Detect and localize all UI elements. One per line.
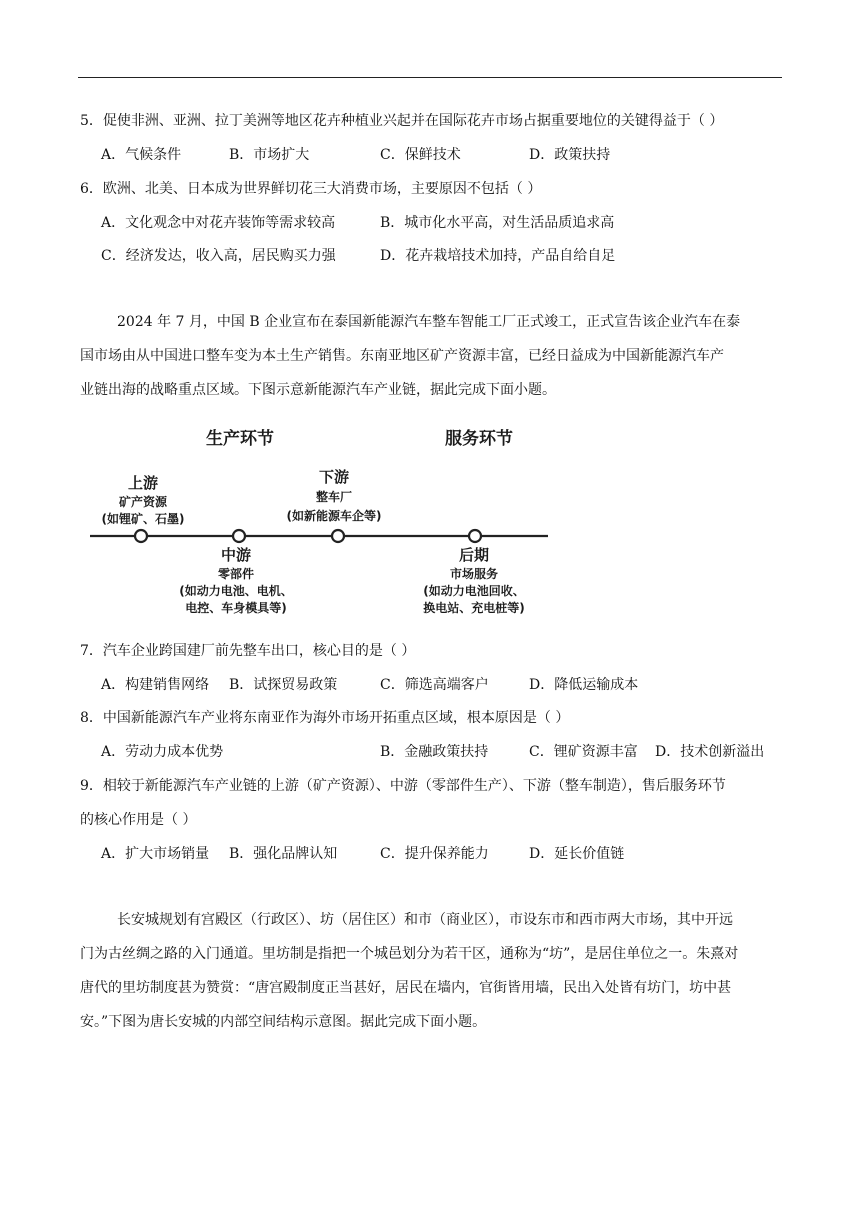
production-heading: 生产环节 [206, 429, 274, 449]
passage1-line2: 国市场由从中国进口整车变为本土生产销售。东南亚地区矿产资源丰富，已经日益成为中国新能源汽车产 [80, 348, 724, 364]
node-midstream [233, 530, 245, 542]
q8-option-b[interactable]: B．金融政策扶持 [380, 744, 489, 760]
q5-option-d[interactable]: D．政策扶持 [529, 147, 611, 163]
passage1-line1: 2024 年 7 月，中国 B 企业宣布在泰国新能源汽车整车智能工厂正式竣工，正式宣告该企业汽车在泰 [117, 314, 741, 330]
q6-option-c[interactable]: C．经济发达，收入高，居民购买力强 [101, 248, 336, 264]
node-downstream [332, 530, 344, 542]
downstream-title: 下游 [318, 468, 350, 486]
upstream-line1: 矿产资源 [118, 495, 168, 509]
q8-stem: 8．中国新能源汽车产业将东南亚作为海外市场开拓重点区域，根本原因是（ ） [80, 710, 570, 726]
q7-stem: 7．汽车企业跨国建厂前先整车出口，核心目的是（ ） [80, 643, 416, 659]
node-upstream [135, 530, 147, 542]
downstream-line1: 整车厂 [315, 490, 353, 504]
q6-option-b[interactable]: B．城市化水平高，对生活品质追求高 [380, 215, 615, 231]
q9-stem-line2: 的核心作用是（ ） [80, 812, 197, 828]
later-title: 后期 [458, 546, 490, 564]
passage2-line3: 唐代的里坊制度甚为赞赏：“唐宫殿制度正当甚好，居民在墙内，官街皆用墙，民出入处皆有坊门，坊中甚 [80, 980, 732, 996]
midstream-line1: 零部件 [217, 567, 255, 581]
passage1-line3: 业链出海的战略重点区域。下图示意新能源汽车产业链，据此完成下面小题。 [80, 382, 556, 398]
q6-option-d[interactable]: D．花卉栽培技术加持，产品自给自足 [380, 248, 616, 264]
q5-stem: 5．促使非洲、亚洲、拉丁美洲等地区花卉种植业兴起并在国际花卉市场占据重要地位的关键得益于（ ） [80, 113, 724, 129]
passage2-line1: 长安城规划有宫殿区（行政区）、坊（居住区）和市（商业区），市设东市和西市两大市场，其中开远 [117, 912, 733, 928]
later-line1: 市场服务 [449, 567, 499, 581]
upstream-line2: (如锂矿、石墨) [101, 512, 185, 526]
q6-option-a[interactable]: A．文化观念中对花卉装饰等需求较高 [101, 215, 336, 231]
q9-option-b[interactable]: B．强化品牌认知 [229, 846, 338, 862]
q7-option-b[interactable]: B．试探贸易政策 [229, 677, 338, 693]
q9-option-a[interactable]: A．扩大市场销量 [101, 846, 210, 862]
passage2-line2: 门为古丝绸之路的入门通道。里坊制是指把一个城邑划分为若干区，通称为“坊”，是居住单位之一。朱熹对 [80, 946, 739, 962]
q6-stem: 6．欧洲、北美、日本成为世界鲜切花三大消费市场，主要原因不包括（ ） [80, 181, 542, 197]
later-line3: 换电站、充电桩等) [423, 601, 525, 615]
header-rule [78, 77, 782, 78]
q7-option-d[interactable]: D．降低运输成本 [529, 677, 639, 693]
q7-option-a[interactable]: A．构建销售网络 [101, 677, 210, 693]
q8-option-d[interactable]: D．技术创新溢出 [655, 744, 765, 760]
midstream-line2: (如动力电池、电机、 [179, 584, 293, 598]
midstream-line3: 电控、车身模具等) [185, 601, 287, 615]
q5-option-c[interactable]: C．保鲜技术 [380, 147, 461, 163]
q7-option-c[interactable]: C．筛选高端客户 [380, 677, 489, 693]
q8-option-a[interactable]: A．劳动力成本优势 [101, 744, 224, 760]
passage2-line4: 安。”下图为唐长安城的内部空间结构示意图。据此完成下面小题。 [80, 1014, 487, 1030]
later-line2: (如动力电池回收、 [423, 584, 525, 598]
q5-option-a[interactable]: A．气候条件 [101, 147, 182, 163]
node-later [469, 530, 481, 542]
q9-stem-line1: 9．相较于新能源汽车产业链的上游（矿产资源）、中游（零部件生产）、下游（整车制造），售后服务环节 [80, 778, 726, 794]
industry-chain-diagram [88, 420, 558, 625]
q5-option-b[interactable]: B．市场扩大 [229, 147, 310, 163]
downstream-line2: (如新能源车企等) [286, 509, 382, 523]
upstream-title: 上游 [127, 474, 159, 492]
q9-option-c[interactable]: C．提升保养能力 [380, 846, 489, 862]
midstream-title: 中游 [220, 546, 252, 564]
q9-option-d[interactable]: D．延长价值链 [529, 846, 625, 862]
q8-option-c[interactable]: C．锂矿资源丰富 [529, 744, 638, 760]
service-heading: 服务环节 [445, 429, 513, 449]
